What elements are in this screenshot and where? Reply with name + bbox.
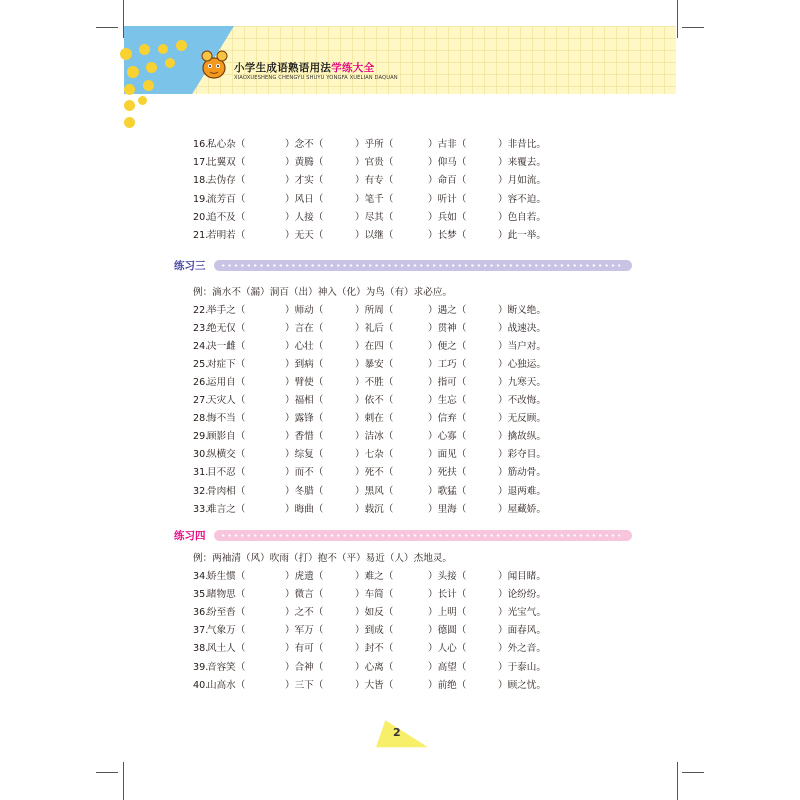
question-number: 21. xyxy=(193,230,209,241)
idiom-fragment: ）晦曲（ xyxy=(285,503,324,515)
question-number: 20. xyxy=(193,211,209,223)
mascot-icon xyxy=(198,50,230,80)
idiom-fragment: ）而不（ xyxy=(285,467,324,479)
idiom-fragment: ）前绝（ xyxy=(428,679,467,691)
question-number: 22. xyxy=(193,305,209,316)
idiom-fragment: ）暴安（ xyxy=(355,359,394,371)
idiom-fragment: 山高水（ xyxy=(207,679,246,691)
idiom-fragment: ）言在（ xyxy=(285,323,324,335)
idiom-fragment: ）有可（ xyxy=(285,643,324,655)
idiom-fragment: ）军万（ xyxy=(285,625,324,637)
idiom-fragment: 气象万（ xyxy=(207,625,246,637)
idiom-fragment: ）古非（ xyxy=(428,139,467,150)
idiom-fragment: ）冬腊（ xyxy=(285,485,324,497)
idiom-fragment: 绝无仅（ xyxy=(207,323,246,335)
question-number: 39. xyxy=(193,661,209,673)
idiom-fragment: ）所周（ xyxy=(355,305,394,316)
idiom-fragment: ）微言（ xyxy=(285,589,324,601)
idiom-fragment: ）容不迫。 xyxy=(498,193,546,205)
crop-mark xyxy=(682,772,704,773)
idiom-fragment: ）不改悔。 xyxy=(498,395,546,407)
idiom-fragment: 纷至沓（ xyxy=(207,607,246,619)
idiom-fragment: ）封不（ xyxy=(355,643,394,655)
idiom-fragment: ）擒故纵。 xyxy=(498,431,546,443)
idiom-fragment: ）信弃（ xyxy=(428,413,467,425)
question-number: 34. xyxy=(193,571,209,582)
idiom-fragment: ）听计（ xyxy=(428,193,467,205)
idiom-fragment: ）于泰山。 xyxy=(498,661,546,673)
idiom-fragment: ）工巧（ xyxy=(428,359,467,371)
idiom-fragment: ）长梦（ xyxy=(428,230,467,241)
idiom-fragment: ）无天（ xyxy=(285,230,324,241)
question-number: 35. xyxy=(193,589,209,601)
idiom-fragment: ）笔千（ xyxy=(355,193,394,205)
idiom-fragment: 娇生惯（ xyxy=(207,571,246,582)
idiom-fragment: ）命百（ xyxy=(428,175,467,187)
idiom-fragment: ）到病（ xyxy=(285,359,324,371)
question-number: 17. xyxy=(193,157,209,169)
idiom-fragment: ）高望（ xyxy=(428,661,467,673)
idiom-fragment: ）战速决。 xyxy=(498,323,546,335)
idiom-fragment: 目不忍（ xyxy=(207,467,246,479)
idiom-fragment: ）臂使（ xyxy=(285,377,324,389)
example-sentence: 例：两袖清（风）吹雨（打）抱不（平）易近（人）杰地灵。 xyxy=(193,553,453,564)
idiom-fragment: ）尽其（ xyxy=(355,211,394,223)
crop-mark xyxy=(677,0,678,38)
idiom-fragment: ）当户对。 xyxy=(498,341,546,353)
idiom-fragment: 流芳百（ xyxy=(207,193,246,205)
question-number: 36. xyxy=(193,607,209,619)
idiom-fragment: ）外之音。 xyxy=(498,643,546,655)
idiom-fragment: ）三下（ xyxy=(285,679,324,691)
section-label: 练习三 xyxy=(174,260,206,272)
page-subtitle: XIAOXUESHENG CHENGYU SHUYU YONGFA XUELIAN DAQUAN xyxy=(234,75,398,81)
idiom-fragment: 去伪存（ xyxy=(207,175,246,187)
idiom-fragment: 比翼双（ xyxy=(207,157,246,169)
idiom-fragment: 若明若（ xyxy=(207,230,246,241)
crop-mark xyxy=(123,762,124,800)
idiom-fragment: ）面春风。 xyxy=(498,625,546,637)
question-number: 37. xyxy=(193,625,209,637)
question-number: 30. xyxy=(193,449,209,461)
idiom-fragment: 对症下（ xyxy=(207,359,246,371)
idiom-fragment: ）在四（ xyxy=(355,341,394,353)
idiom-fragment: ）之不（ xyxy=(285,607,324,619)
idiom-fragment: ）才实（ xyxy=(285,175,324,187)
page-number-badge xyxy=(376,716,428,750)
idiom-fragment: ）屋藏娇。 xyxy=(498,503,546,515)
idiom-fragment: ）德圆（ xyxy=(428,625,467,637)
page-title: 小学生成语熟语用法学练大全 xyxy=(234,62,375,74)
idiom-fragment: ）合神（ xyxy=(285,661,324,673)
idiom-fragment: ）七杂（ xyxy=(355,449,394,461)
idiom-fragment: ）无反顾。 xyxy=(498,413,546,425)
idiom-fragment: ）月如流。 xyxy=(498,175,546,187)
idiom-fragment: ）人接（ xyxy=(285,211,324,223)
idiom-fragment: 天灾人（ xyxy=(207,395,246,407)
idiom-fragment: ）贯神（ xyxy=(428,323,467,335)
question-number: 26. xyxy=(193,377,209,389)
section-label: 练习四 xyxy=(174,530,206,542)
question-number: 27. xyxy=(193,395,209,407)
idiom-fragment: ）以继（ xyxy=(355,230,394,241)
idiom-fragment: 难言之（ xyxy=(207,503,246,515)
idiom-fragment: ）九寒天。 xyxy=(498,377,546,389)
idiom-fragment: ）光宝气。 xyxy=(498,607,546,619)
question-number: 24. xyxy=(193,341,209,353)
question-number: 19. xyxy=(193,193,209,205)
idiom-fragment: ）心寡（ xyxy=(428,431,467,443)
idiom-fragment: ）香惜（ xyxy=(285,431,324,443)
idiom-fragment: ）彩夺目。 xyxy=(498,449,546,461)
idiom-fragment: 睹物思（ xyxy=(207,589,246,601)
idiom-fragment: ）退两难。 xyxy=(498,485,546,497)
idiom-fragment: ）顾之忧。 xyxy=(498,679,546,691)
idiom-fragment: ）官贵（ xyxy=(355,157,394,169)
crop-mark xyxy=(677,762,678,800)
idiom-fragment: 悔不当（ xyxy=(207,413,246,425)
idiom-fragment: ）死扶（ xyxy=(428,467,467,479)
idiom-fragment: 风土人（ xyxy=(207,643,246,655)
idiom-fragment: ）依不（ xyxy=(355,395,394,407)
idiom-fragment: ）遇之（ xyxy=(428,305,467,316)
idiom-fragment: ）乎所（ xyxy=(355,139,394,150)
idiom-fragment: ）长计（ xyxy=(428,589,467,601)
idiom-fragment: 纵横交（ xyxy=(207,449,246,461)
crop-mark xyxy=(96,27,118,28)
question-number: 32. xyxy=(193,485,209,497)
idiom-fragment: 私心杂（ xyxy=(207,139,246,150)
question-number: 16. xyxy=(193,139,209,150)
idiom-fragment: ）兵如（ xyxy=(428,211,467,223)
idiom-fragment: ）到成（ xyxy=(355,625,394,637)
question-number: 38. xyxy=(193,643,209,655)
idiom-fragment: ）里海（ xyxy=(428,503,467,515)
example-sentence: 例：滴水不（漏）洞百（出）神入（化）为鸟（有）求必应。 xyxy=(193,287,453,298)
idiom-fragment: ）风日（ xyxy=(285,193,324,205)
idiom-fragment: 顾影自（ xyxy=(207,431,246,443)
idiom-fragment: ）有专（ xyxy=(355,175,394,187)
idiom-fragment: ）死不（ xyxy=(355,467,394,479)
idiom-fragment: ）断义绝。 xyxy=(498,305,546,316)
idiom-fragment: 音容笑（ xyxy=(207,661,246,673)
idiom-fragment: ）色自若。 xyxy=(498,211,546,223)
idiom-fragment: ）刺在（ xyxy=(355,413,394,425)
idiom-fragment: ）便之（ xyxy=(428,341,467,353)
question-number: 29. xyxy=(193,431,209,443)
idiom-fragment: 追不及（ xyxy=(207,211,246,223)
idiom-fragment: ）歌猛（ xyxy=(428,485,467,497)
idiom-fragment: ）载沉（ xyxy=(355,503,394,515)
idiom-fragment: ）闻目睹。 xyxy=(498,571,546,582)
idiom-fragment: 运用自（ xyxy=(207,377,246,389)
idiom-fragment: 骨肉相（ xyxy=(207,485,246,497)
idiom-fragment: ）黄腾（ xyxy=(285,157,324,169)
idiom-fragment: ）面见（ xyxy=(428,449,467,461)
question-number: 18. xyxy=(193,175,209,187)
idiom-fragment: ）礼后（ xyxy=(355,323,394,335)
question-number: 25. xyxy=(193,359,209,371)
idiom-fragment: ）头接（ xyxy=(428,571,467,582)
idiom-fragment: ）此一举。 xyxy=(498,230,546,241)
idiom-fragment: ）心独运。 xyxy=(498,359,546,371)
idiom-fragment: ）如反（ xyxy=(355,607,394,619)
idiom-fragment: ）心壮（ xyxy=(285,341,324,353)
idiom-fragment: ）洁冰（ xyxy=(355,431,394,443)
idiom-fragment: ）综复（ xyxy=(285,449,324,461)
idiom-fragment: ）论纷纷。 xyxy=(498,589,546,601)
idiom-fragment: ）仰马（ xyxy=(428,157,467,169)
idiom-fragment: ）指可（ xyxy=(428,377,467,389)
idiom-fragment: ）生忘（ xyxy=(428,395,467,407)
idiom-fragment: ）大皆（ xyxy=(355,679,394,691)
idiom-fragment: ）露锋（ xyxy=(285,413,324,425)
idiom-fragment: ）来覆去。 xyxy=(498,157,546,169)
idiom-fragment: ）心离（ xyxy=(355,661,394,673)
idiom-fragment: 决一雌（ xyxy=(207,341,246,353)
idiom-fragment: ）上明（ xyxy=(428,607,467,619)
idiom-fragment: ）念不（ xyxy=(285,139,324,150)
question-number: 28. xyxy=(193,413,209,425)
question-number: 33. xyxy=(193,503,209,515)
idiom-fragment: ）车简（ xyxy=(355,589,394,601)
idiom-fragment: 举手之（ xyxy=(207,305,246,316)
question-number: 23. xyxy=(193,323,209,335)
idiom-fragment: ）非昔比。 xyxy=(498,139,546,150)
question-number: 40. xyxy=(193,679,209,691)
idiom-fragment: ）福相（ xyxy=(285,395,324,407)
idiom-fragment: ）师动（ xyxy=(285,305,324,316)
idiom-fragment: ）难之（ xyxy=(355,571,394,582)
question-number: 31. xyxy=(193,467,209,479)
idiom-fragment: ）虎遗（ xyxy=(285,571,324,582)
crop-mark xyxy=(96,772,118,773)
idiom-fragment: ）黑风（ xyxy=(355,485,394,497)
idiom-fragment: ）筋动骨。 xyxy=(498,467,546,479)
idiom-fragment: ）不胜（ xyxy=(355,377,394,389)
idiom-fragment: ）人心（ xyxy=(428,643,467,655)
crop-mark xyxy=(682,27,704,28)
page-number: 2 xyxy=(393,726,401,739)
